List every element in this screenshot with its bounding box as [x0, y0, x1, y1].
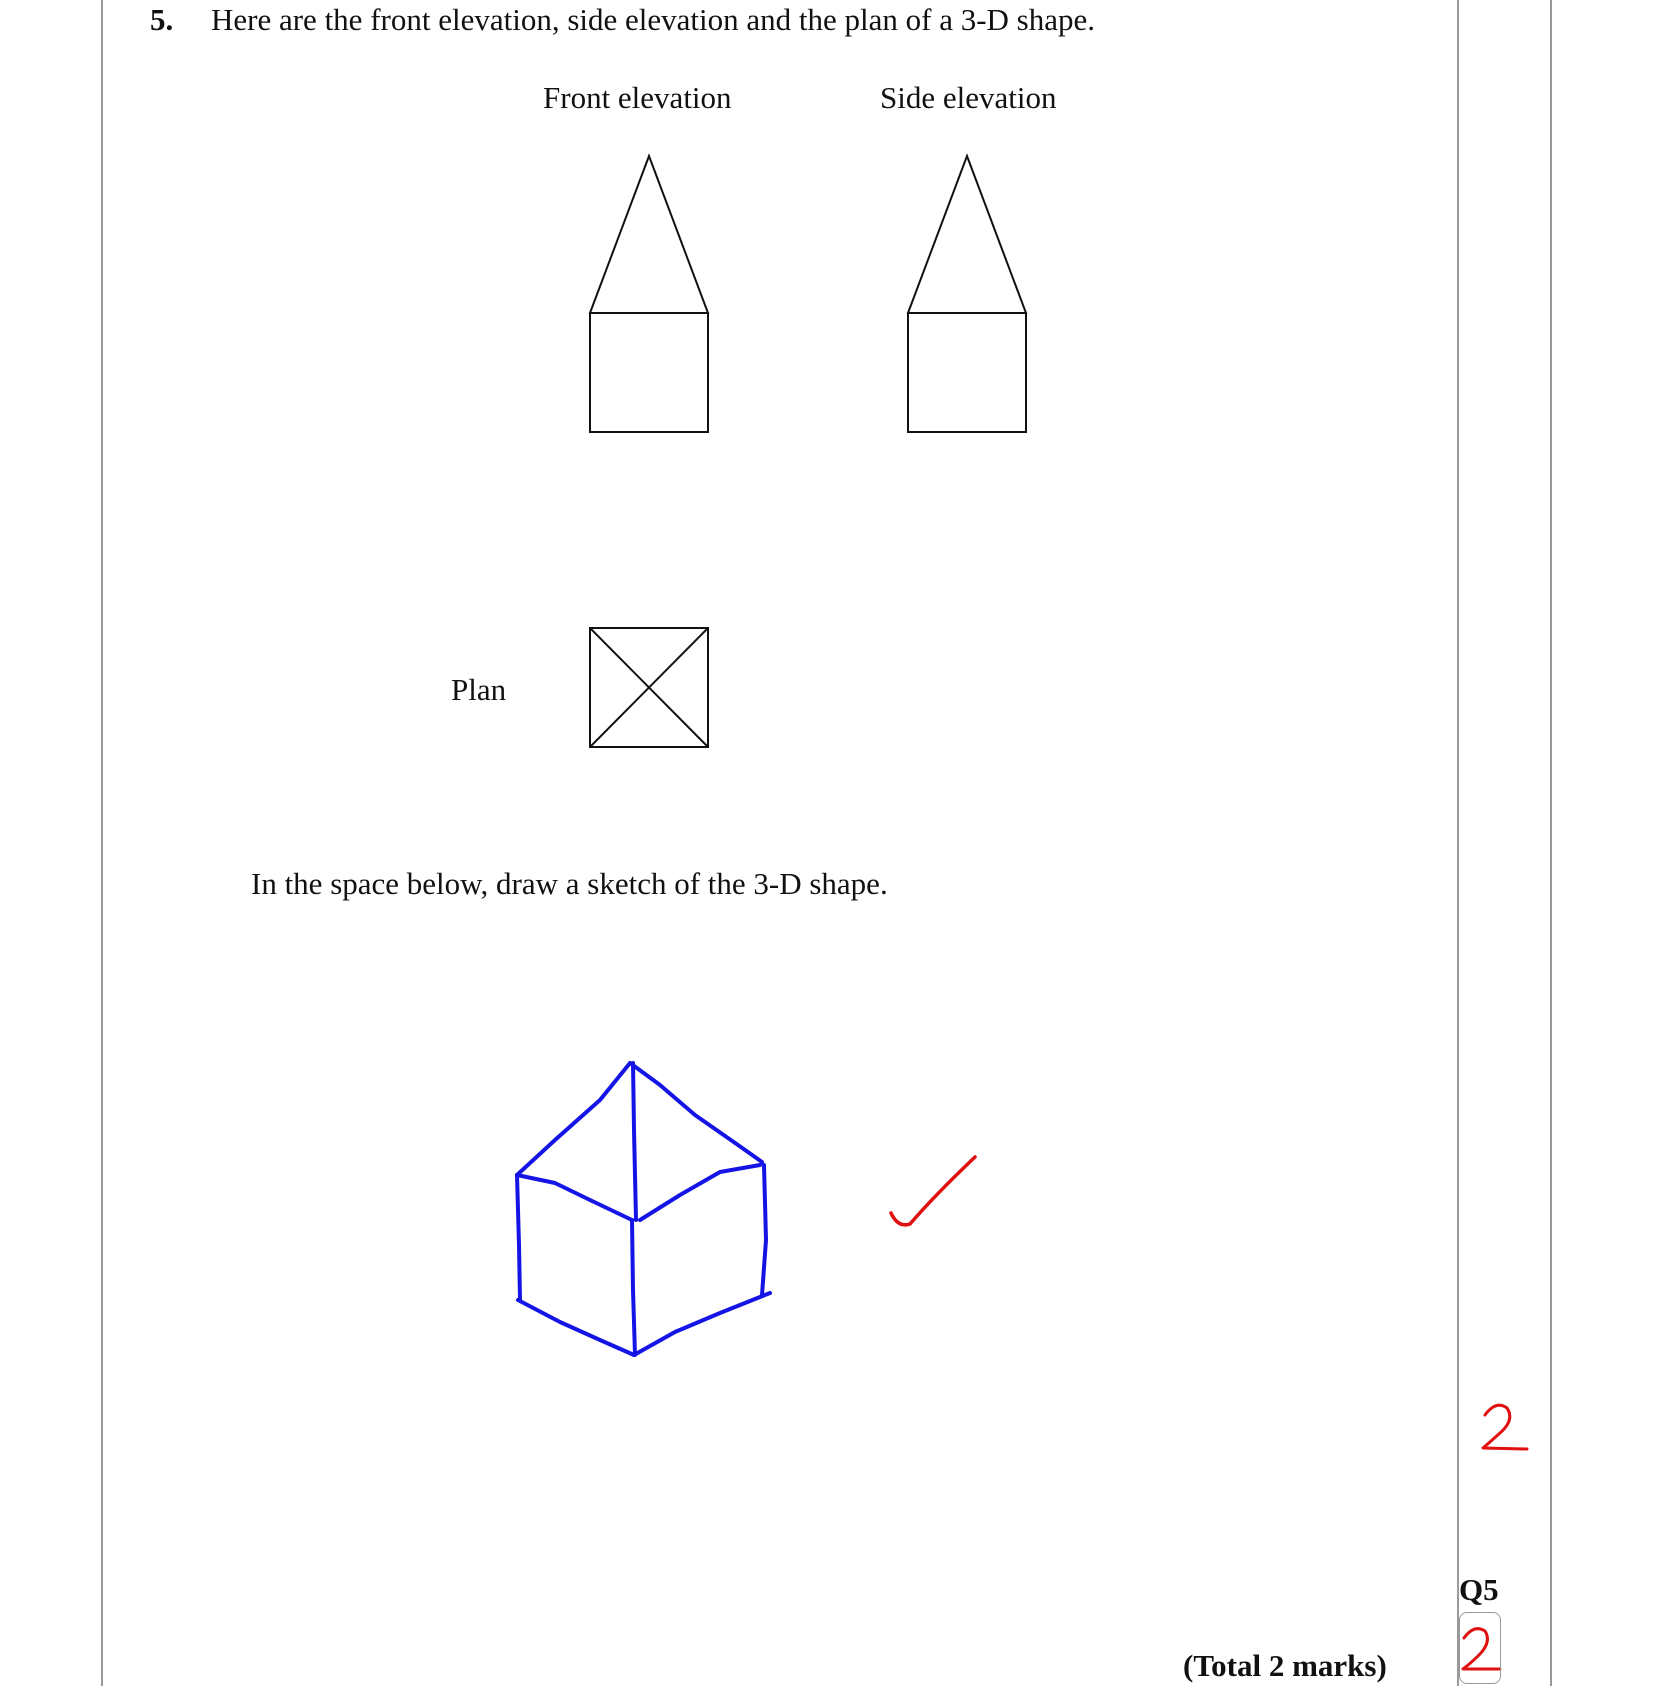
plan-drawing: [590, 628, 708, 747]
front-elevation-drawing: [590, 156, 708, 432]
side-elevation-drawing: [908, 156, 1026, 432]
front-elevation-square: [590, 313, 708, 432]
plan-label: Plan: [451, 672, 507, 707]
front-elevation-label: Front elevation: [543, 80, 732, 115]
side-elevation-label: Side elevation: [880, 80, 1057, 115]
side-elevation-square: [908, 313, 1026, 432]
check-mark-icon: [891, 1157, 975, 1225]
question-text: Here are the front elevation, side elevation and the plan of a 3-D shape.: [211, 2, 1095, 37]
side-elevation-triangle: [908, 156, 1026, 313]
margin-score-glyph: [1483, 1405, 1527, 1449]
question-number: 5.: [150, 2, 174, 37]
instruction-text: In the space below, draw a sketch of the 3-D shape.: [251, 866, 888, 901]
total-marks: (Total 2 marks): [1183, 1648, 1387, 1683]
mark-box: [1459, 1612, 1501, 1684]
student-sketch: [517, 1063, 770, 1355]
question-margin-label: Q5: [1459, 1572, 1499, 1607]
front-elevation-triangle: [590, 156, 708, 313]
